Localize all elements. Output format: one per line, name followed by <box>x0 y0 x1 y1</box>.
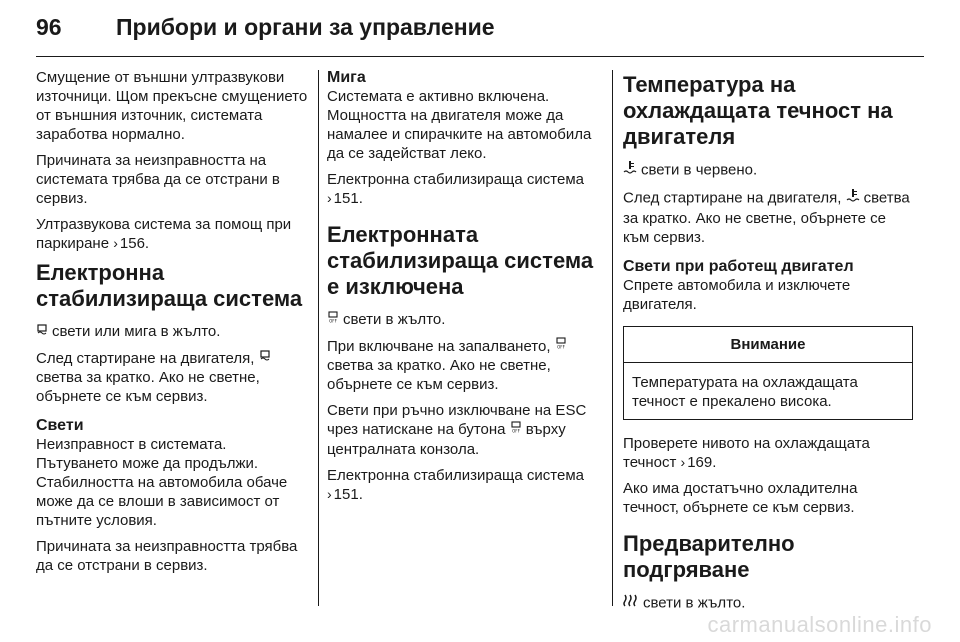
esc-icon <box>36 323 48 342</box>
svg-text:OFF: OFF <box>511 428 520 433</box>
paragraph <box>36 215 312 253</box>
column-divider <box>318 70 319 606</box>
warning-box <box>623 326 913 420</box>
paragraph: Проверете нивото на охлаждащата течност › 169. <box>623 434 913 472</box>
header-rule <box>36 56 924 57</box>
paragraph: OFF свети в жълто. <box>327 310 604 330</box>
section-heading: Електронна стабилизираща система <box>36 260 303 311</box>
paragraph: След стартиране на двигателя, светва за кратко. Ако не светне, обърнете се към сервиз. <box>623 189 910 246</box>
section-heading: Електронната стабилизираща система е изключена <box>327 222 594 299</box>
page-header <box>36 14 495 54</box>
paragraph: свети в червено. <box>623 160 913 181</box>
column-3 <box>623 68 913 621</box>
subsection-heading: Свети <box>36 417 84 435</box>
esc-off-icon <box>510 421 522 440</box>
warning-text: Температурата на охлаждащата течност е прекалено висока. <box>632 374 858 410</box>
esc-off-icon <box>555 337 567 356</box>
esc-icon <box>259 349 271 368</box>
paragraph: Ако има достатъчно охладителна течност, обърнете се към сервиз. <box>623 480 858 516</box>
paragraph: Причината за неизправността трябва да се отстрани в сервиз. <box>36 538 298 575</box>
subsection-heading: Свети при работещ двигател <box>623 258 854 275</box>
paragraph: свети в жълто. <box>623 593 913 614</box>
paragraph: Спрете автомобила и изключете двигателя. <box>623 277 851 313</box>
warning-title: Внимание <box>624 327 912 363</box>
esc-off-icon <box>327 311 339 330</box>
column-2 <box>327 68 604 511</box>
glow-plug-icon <box>623 593 639 614</box>
column-1 <box>36 68 312 582</box>
coolant-temp-icon <box>846 188 860 209</box>
column-divider <box>612 70 613 606</box>
ref-text: Ултразвукова система за помощ при паркиране <box>36 216 292 252</box>
paragraph: Системата е активно включена. Мощността на двигателя може да намалее и спирачките на автомобила да се задействат леко. <box>327 88 592 162</box>
paragraph: Свети при ръчно изключване на ESC чрез натискане на бутона OFF върху централната конзола. <box>327 402 587 458</box>
svg-text:OFF: OFF <box>329 318 337 323</box>
paragraph: След стартиране на двигателя, светва за кратко. Ако не светне, обърнете се към сервиз. <box>36 349 312 407</box>
paragraph: свети или мига в жълто. <box>36 322 312 342</box>
page-reference-link[interactable]: › 169. <box>681 454 717 471</box>
section-heading: Температура на охлаждащата течност на двигателя <box>623 72 893 149</box>
page-title: Прибори и органи за управление <box>116 14 495 40</box>
paragraph: Неизправност в системата. Пътуването може да продължи. Стабилността на автомобила обаче може да се влоши в зависимост от пътните условия. <box>36 436 288 530</box>
page-number: 96 <box>36 14 62 40</box>
section-heading: Предварително подгряване <box>623 531 795 582</box>
page-reference-link[interactable]: › 151. <box>327 486 363 503</box>
subsection-heading: Мига <box>327 69 366 86</box>
coolant-temp-icon <box>623 160 637 181</box>
paragraph: Електронна стабилизираща система › 151. <box>327 170 604 208</box>
svg-text:OFF: OFF <box>556 344 565 350</box>
paragraph: Смущение от външни ултразвукови източници. Щом прекъсне смущението от външния източник, системата заработва нормално. <box>36 69 308 143</box>
paragraph: Причината за неизправността на системата трябва да се отстрани в сервиз. <box>36 152 280 207</box>
paragraph: Електронна стабилизираща система › 151. <box>327 466 604 504</box>
paragraph: При включване на запалването, OFF светва за кратко. Ако не светне, обърнете се към сервиз. <box>327 337 604 395</box>
page-reference-link[interactable]: › 156. <box>113 235 149 252</box>
watermark: carmanualsonline.info <box>707 612 932 637</box>
page-reference-link[interactable]: › 151. <box>327 190 363 207</box>
